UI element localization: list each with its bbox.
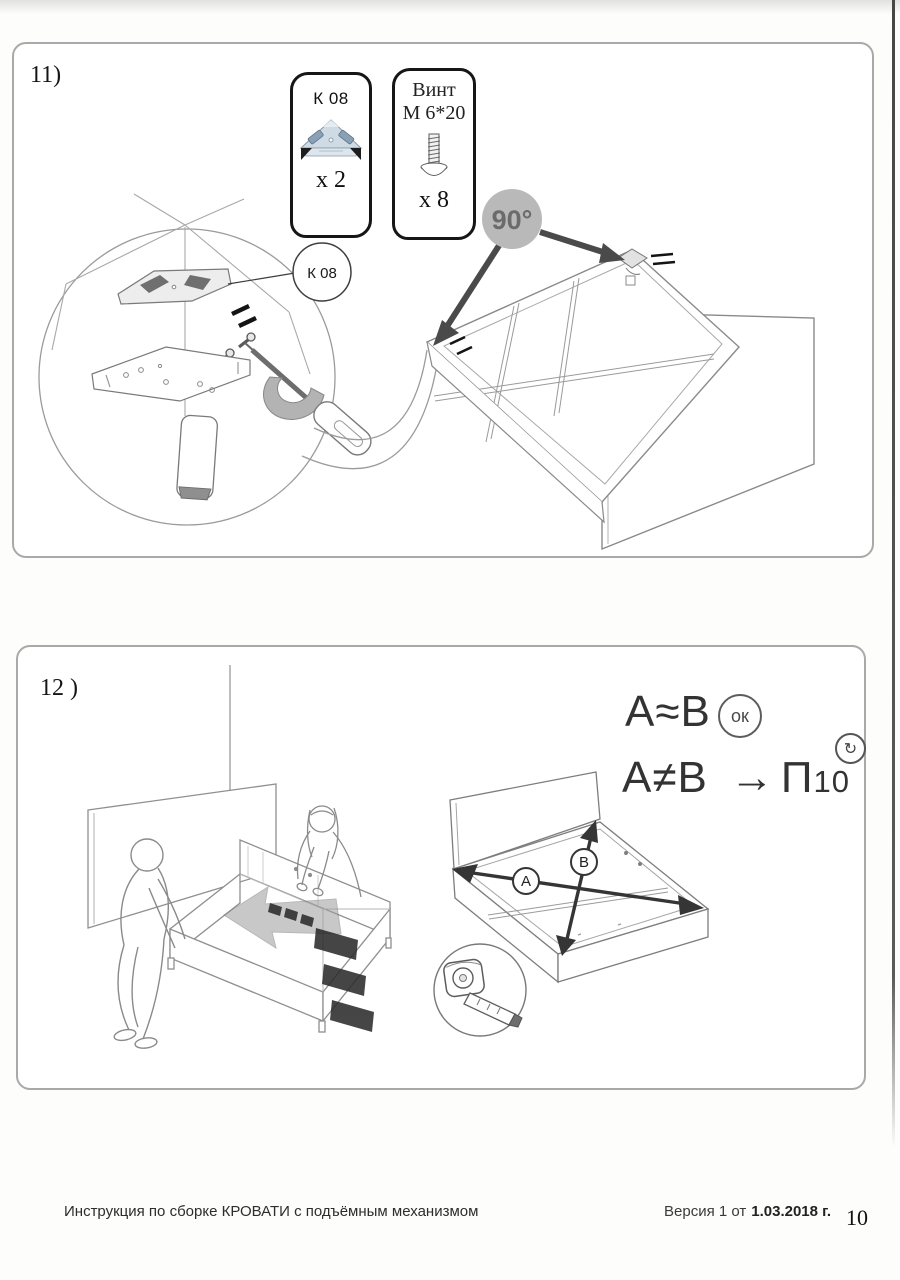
diag-b-label: В — [578, 854, 590, 871]
scan-artifact-right-line — [892, 0, 895, 1148]
retry-arrow: → — [729, 753, 775, 802]
screws-dashes — [218, 306, 256, 363]
k08-callout-label: К 08 — [307, 265, 337, 282]
retry-expr: А≠В — [622, 753, 708, 802]
part-screw-title-2: М 6*20 — [402, 102, 466, 124]
rule-retry-expression — [622, 753, 850, 803]
part-box-k08 — [290, 72, 372, 238]
part-k08-qty: x 2 — [316, 167, 346, 193]
footer-version-prefix: Версия 1 от — [664, 1203, 747, 1220]
ok-badge: ок — [718, 694, 762, 738]
step-12-label: 12 ) — [40, 675, 78, 701]
k08-callout — [228, 243, 351, 301]
part-screw-qty: x 8 — [419, 187, 449, 213]
footer-version — [664, 1203, 831, 1220]
page-number: 10 — [846, 1205, 868, 1230]
part-k08-code: К 08 — [313, 89, 349, 108]
tape-measure-icon — [434, 944, 526, 1036]
scan-artifact-top — [0, 0, 900, 14]
retry-step-num: 10 — [813, 764, 850, 799]
screw-icon — [419, 131, 449, 185]
retry-step-ref: П — [780, 753, 814, 802]
screwdriver-icon — [245, 343, 376, 460]
step-11-panel — [12, 42, 874, 558]
footer-title: Инструкция по сборке КРОВАТИ с подъёмным механизмом — [64, 1203, 479, 1220]
diag-a-label: А — [520, 873, 532, 890]
corner-bracket-installed — [118, 269, 231, 304]
part-screw-title-1: Винт — [412, 79, 456, 101]
angle-90-label: 90° — [491, 205, 533, 235]
step-11-label: 11) — [30, 62, 62, 88]
part-box-screw — [392, 68, 476, 240]
bed-leg — [176, 415, 218, 500]
bed-frame — [427, 249, 814, 549]
redo-icon: ↻ — [835, 733, 866, 764]
step-12-panel — [16, 645, 866, 1090]
corner-bracket-icon — [295, 115, 367, 165]
footer-version-date: 1.03.2018 г. — [751, 1203, 832, 1220]
rule-ok-expression: А≈В — [625, 687, 711, 736]
